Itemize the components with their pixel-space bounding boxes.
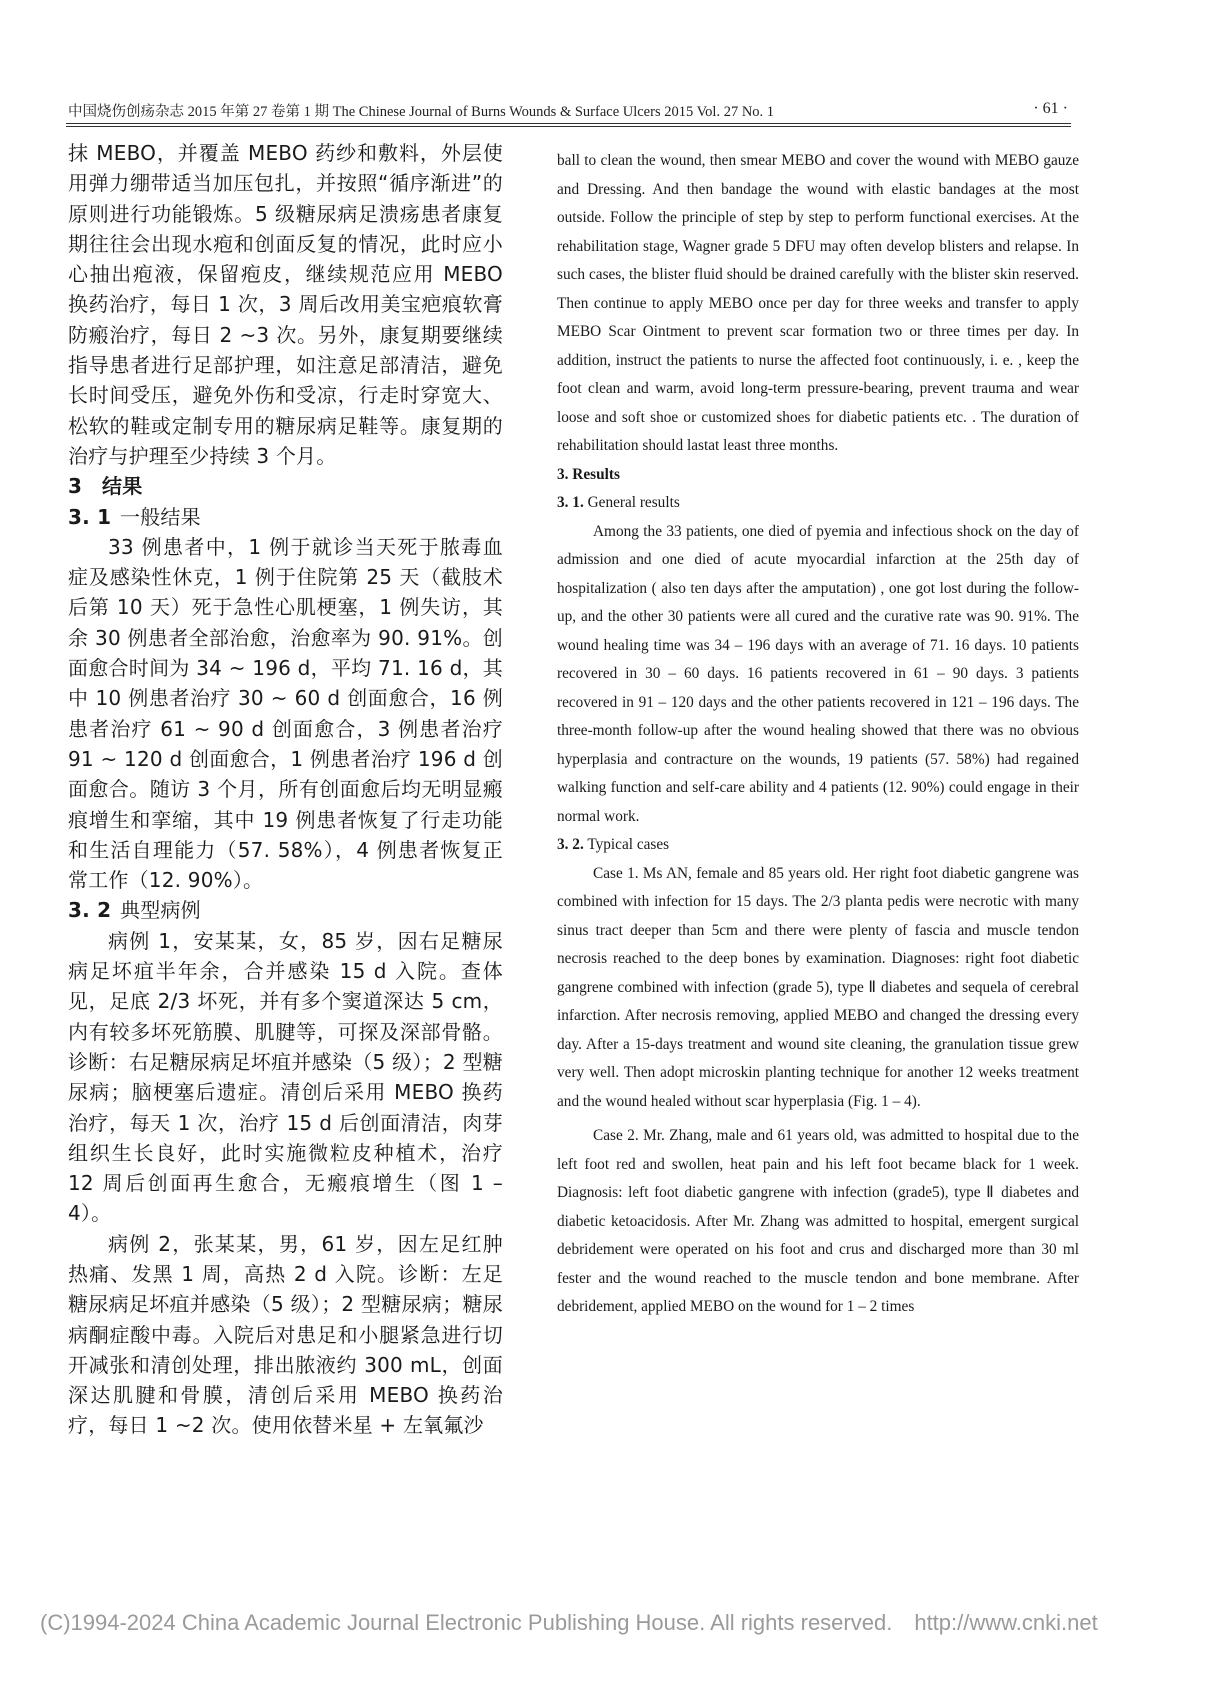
cn-section-heading-results <box>68 471 503 501</box>
en-subsection-title: Typical cases <box>587 836 670 853</box>
cn-paragraph-case-2: 病例 2，张某某，男，61 岁，因左足红肿热痛、发黑 1 周，高热 2 d 入院。诊断：左足糖尿病足坏疽并感染（5 级）；2 型糖尿病；糖尿病酮症酸中毒。入院后对患足和小腿紧急进行切开减张和清创处理，排出脓液约 300 mL，创面深达肌腱和骨膜，清创后采用 MEBO 换药治疗，每日 1 ~2 次。使用依替米星 + 左氧氟沙 <box>68 1231 503 1438</box>
en-subsection-number: 3. 2. <box>557 836 584 853</box>
cn-section-title: 结果 <box>102 474 143 499</box>
page-number: · 61 · <box>1033 100 1068 117</box>
cn-subsection-heading-cases <box>68 895 503 925</box>
cn-subsection-number: 3. 1 <box>68 504 112 529</box>
en-subsection-number: 3. 1. <box>557 494 584 511</box>
cn-subsection-title: 典型病例 <box>120 898 201 923</box>
en-subsection-title: General results <box>587 494 680 511</box>
english-column <box>557 147 1079 1322</box>
en-subsection-heading-general <box>557 489 1079 518</box>
en-subsection-heading-cases <box>557 831 1079 860</box>
cn-subsection-title: 一般结果 <box>120 504 201 529</box>
chinese-column <box>68 138 503 1441</box>
header-rule <box>66 123 1071 124</box>
cn-paragraph-general-results: 33 例患者中，1 例于就诊当天死于脓毒血症及感染性休克，1 例于住院第 25 天（截肢术后第 10 天）死于急性心肌梗塞，1 例失访，其余 30 例患者全部治愈，治愈率为 90. 91%。创面愈合时间为 34 ~ 196 d，平均 71. 16 d，其中 10 例患者治疗 30 ~ 60 d 创面愈合，16 例患者治疗 61 ~ 90 d 创面愈合，3 例患者治疗 91 ~ 120 d 创面愈合，1 例患者治疗 196 d 创面愈合。随访 3 个月，所有创面愈后均无明显瘢痕增生和挛缩，其中 19 例患者恢复了行走功能和生活自理能力（57. 58%），4 例患者恢复正常工作（12. 90%）。 <box>68 534 503 893</box>
cn-subsection-heading-general <box>68 502 503 532</box>
header-rule-second <box>66 126 1071 127</box>
cn-subsection-number: 3. 2 <box>68 898 112 923</box>
cn-paragraph-case-1: 病例 1，安某某，女，85 岁，因右足糖尿病足坏疽半年余，合并感染 15 d 入院。查体见，足底 2/3 坏死，并有多个窦道深达 5 cm，内有较多坏死筋膜、肌腱等，可探及深部骨骼。诊断：右足糖尿病足坏疽并感染（5 级）；2 型糖尿病；脑梗塞后遗症。清创后采用 MEBO 换药治疗，每天 1 次，治疗 15 d 后创面清洁，肉芽组织生长良好，此时实施微粒皮种植术，治疗 12 周后创面再生愈合，无瘢痕增生（图 1 – 4）。 <box>68 928 503 1226</box>
en-paragraph-case-2: Case 2. Mr. Zhang, male and 61 years old, was admitted to hospital due to the left foot red and swollen, heat pain and his left foot became black for 1 week. Diagnosis: left foot diabetic gangrene with infection (grade5), type Ⅱ diabetes and diabetic ketoacidosis. After Mr. Zhang was admitted to hospital, emergent surgical debridement were operated on his foot and crus and discharged more than 30 ml fester and the wound reached to the muscle tendon and bone membrane. After debridement, applied MEBO on the wound for 1 – 2 times <box>557 1127 1079 1315</box>
copyright-text: (C)1994-2024 China Academic Journal Electronic Publishing House. All rights reserved. <box>40 1610 893 1635</box>
en-paragraph-general-results: Among the 33 patients, one died of pyemia and infectious shock on the day of admission and one died of acute myocardial infarction at the 25th day of hospitalization ( also ten days after the amputation) , one got lost during the follow-up, and the other 30 patients were all cured and the curative rate was 90. 91%. The wound healing time was 34 – 196 days with an average of 71. 16 days. 10 patients recovered in 30 – 60 days. 16 patients recovered in 61 – 90 days. 3 patients recovered in 91 – 120 days and the other patients recovered in 121 – 196 days. The three-month follow-up after the wound healing showed that there was no obvious hyperplasia and contracture on the wounds, 19 patients (57. 58%) had regained walking function and self-care ability and 4 patients (12. 90%) could engage in their normal work. <box>557 522 1079 825</box>
cn-paragraph-rehab: 抹 MEBO，并覆盖 MEBO 药纱和敷料，外层使用弹力绷带适当加压包扎，并按照“循序渐进”的原则进行功能锻炼。5 级糖尿病足溃疡患者康复期往往会出现水疱和创面反复的情况，此时应小心抽出疱液，保留疱皮，继续规范应用 MEBO 换药治疗，每日 1 次，3 周后改用美宝疤痕软膏防瘢治疗，每日 2 ~3 次。另外，康复期要继续指导患者进行足部护理，如注意足部清洁，避免长时间受压，避免外伤和受凉，行走时穿宽大、松软的鞋或定制专用的糖尿病足鞋等。康复期的治疗与护理至少持续 3 个月。 <box>68 141 503 468</box>
cn-section-number: 3 <box>68 474 83 499</box>
running-header <box>68 100 1068 122</box>
journal-citation: 中国烧伤创疡杂志 2015 年第 27 卷第 1 期 The Chinese Journal of Burns Wounds & Surface Ulcers 2015 Vol. 27 No. 1 <box>68 104 775 120</box>
en-section-heading-results: 3. Results <box>557 465 620 483</box>
footer-url[interactable]: http://www.cnki.net <box>914 1610 1098 1635</box>
en-paragraph-rehab: ball to clean the wound, then smear MEBO and cover the wound with MEBO gauze and Dressing. And then bandage the wound with elastic bandages at the most outside. Follow the principle of step by step to perform functional exercises. At the rehabilitation stage, Wagner grade 5 DFU may often develop blisters and relapse. In such cases, the blister fluid should be drained carefully with the blister skin reserved. Then continue to apply MEBO once per day for three weeks and transfer to apply MEBO Scar Ointment to prevent scar formation two or three times per day. In addition, instruct the patients to nurse the affected foot continuously, i. e. , keep the foot clean and warm, avoid long-term pressure-bearing, prevent trauma and wear loose and soft shoe or customized shoes for diabetic patients etc. . The duration of rehabilitation should lastat least three months. <box>557 152 1079 454</box>
copyright-footer <box>40 1610 1180 1636</box>
en-paragraph-case-1: Case 1. Ms AN, female and 85 years old. Her right foot diabetic gangrene was combined with infection for 15 days. The 2/3 planta pedis were necrotic with many sinus tract deeper than 5cm and there were plenty of fascia and muscle tendon necrosis reached to the deep bones by examination. Diagnoses: right foot diabetic gangrene combined with infection (grade 5), type Ⅱ diabetes and sequela of cerebral infarction. After necrosis removing, applied MEBO and changed the dressing every day. After a 15-days treatment and wound site cleaning, the granulation tissue grew very well. Then adopt microskin planting technique for another 12 weeks treatment and the wound healed without scar hyperplasia (Fig. 1 – 4). <box>557 864 1079 1110</box>
